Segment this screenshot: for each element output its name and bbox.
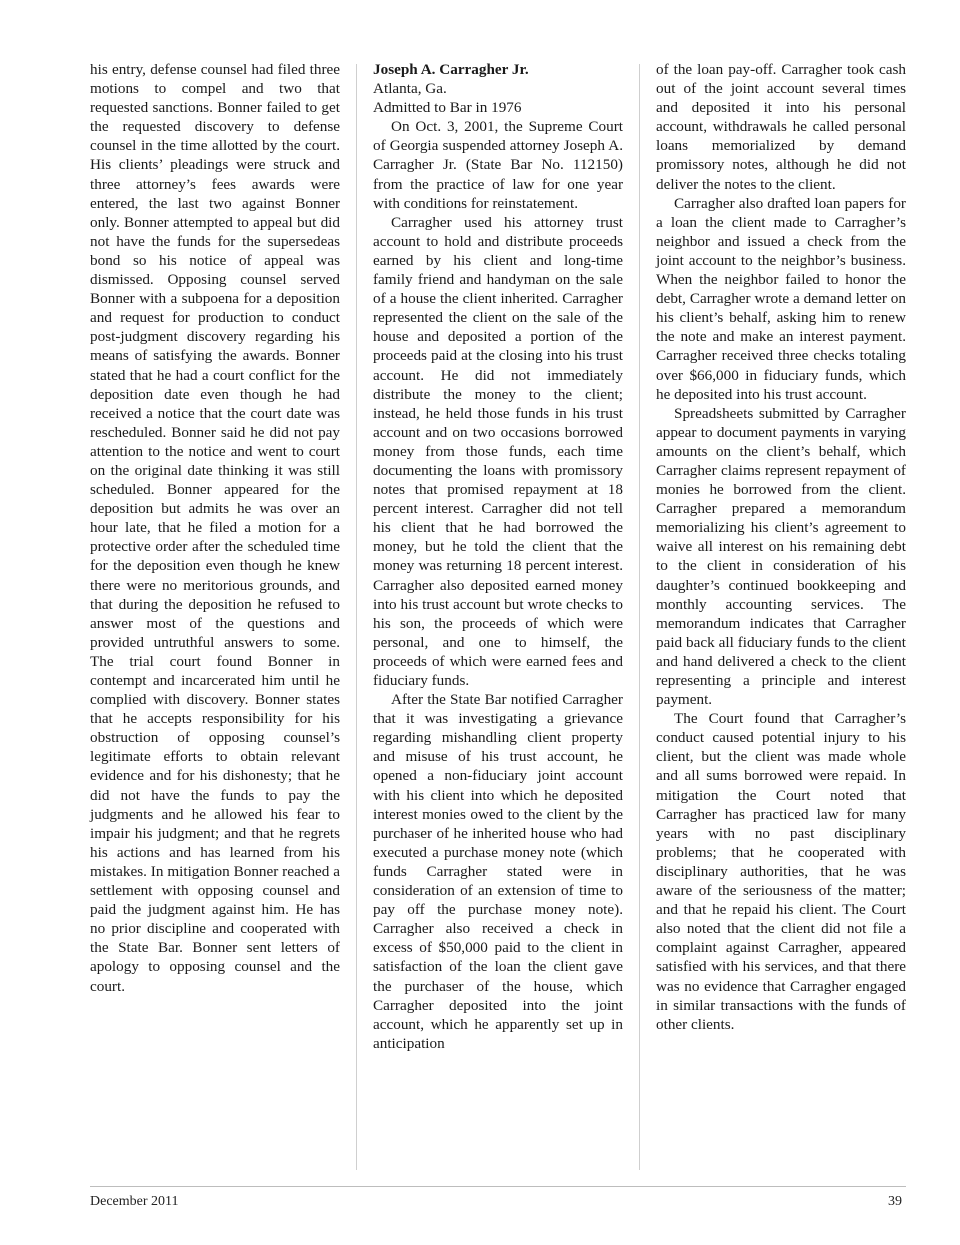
- paragraph: of the loan pay-off. Carragher took cash out of the joint account several times and deposited it into his personal account, withdrawals he called personal loans memorialized by demand promissory notes, although he did not deliver the notes to the client.: [656, 61, 906, 193]
- paragraph: On Oct. 3, 2001, the Supreme Court of Georgia suspended attorney Joseph A. Carragher Jr. (State Bar No. 112150) from the practice of law for one year with conditions for reinstatement.: [373, 118, 623, 212]
- attorney-location: Atlanta, Ga.: [373, 80, 447, 98]
- text-column-3: [656, 60, 906, 1034]
- paragraph: his entry, defense counsel had filed three motions to compel and two that requested sanctions. Bonner failed to get the requested discovery to defense counsel in the time allotted by the court. His clients’ pleadings were struck and three attorney’s fees awards were entered, the last two against Bonner only. Bonner attempted to appeal but did not have the funds for the supersedeas bond so his notice of appeal was dismissed. Opposing counsel served Bonner with a subpoena for a deposition and request for production to conduct post-judgment discovery regarding his means of satisfying the awards. Bonner stated that he had a court conflict for the deposition date even though he had received a notice that the court date was rescheduled. Bonner said he did not pay attention to the notice and went to court on the original date thinking it was still scheduled. Bonner appeared for the deposition but admits he was over an hour late, that he filed a motion for a protective order after the scheduled time for the deposition even though he knew there were no meritorious grounds, and that during the deposition he refused to answer most of the questions and provided untruthful answers to some. The trial court found Bonner in contempt and incarcerated him until he complied with discovery. Bonner states that he accepts responsibility for his obstruction of opposing counsel’s legitimate efforts to obtain relevant evidence and for his dishonesty; that he did not have the funds to pay the judgments and he allowed his fear to impair his judgment; and that he regrets his actions and has learned from his mistakes. In mitigation Bonner reached a settlement with opposing counsel and paid the judgment against him. He has no prior discipline and cooperated with the State Bar. Bonner sent letters of apology to opposing counsel and the court.: [90, 61, 340, 995]
- footer-rule: [90, 1186, 906, 1187]
- attorney-name-heading: Joseph A. Carragher Jr.: [373, 61, 529, 78]
- paragraph: After the State Bar notified Carragher that it was investigating a grievance regarding mishandling client property and misuse of his trust account, he opened a non-fiduciary joint account with his client into which he deposited interest monies owed to the client by the purchaser of he inherited house who had executed a purchase money note (which funds Carragher stated were in consideration of an extension of time to pay off the purchase money note). Carragher also received a check in excess of $50,000 paid to the client in satisfaction of the loan the client gave the purchaser of the house, which Carragher deposited into the joint account, which he apparently set up in anticipation: [373, 691, 623, 1052]
- text-column-2: [373, 60, 623, 1053]
- bar-admission: Admitted to Bar in 1976: [373, 99, 522, 117]
- paragraph: The Court found that Carragher’s conduct caused potential injury to his client, but the client was made whole and all sums borrowed were repaid. In mitigation the Court noted that Carragher has practiced law for many years with no past disciplinary problems; that he cooperated with disciplinary authorities, that he was aware of the seriousness of the matter; and that he repaid his client. The Court also noted that the client did not file a complaint against Carragher, appeared satisfied with his services, and that there was no evidence that Carragher engaged in similar transactions with the funds of other clients.: [656, 710, 906, 1033]
- text-column-1: [90, 60, 340, 996]
- column-divider: [356, 64, 357, 1170]
- footer-date: December 2011: [90, 1194, 179, 1209]
- paragraph: Carragher used his attorney trust account to hold and distribute proceeds earned by his client and long-time family friend and handyman on the sale of a house the client inherited. Carragher represented the client on the sale of the house and deposited a portion of the proceeds paid at the closing into his trust account. He did not immediately distribute the money to the client; instead, he held those funds in his trust account and on two occasions borrowed money from those funds, each time documenting the loans with promissory notes that promised repayment at 18 percent interest. Carragher did not tell his client that he had borrowed the money, but he told the client that the money was returning 18 percent interest. Carragher also deposited earned money into his trust account but wrote checks to his son, the proceeds of which were personal, and one to himself, the proceeds of which were earned fees and fiduciary funds.: [373, 213, 623, 689]
- paragraph: Carragher also drafted loan papers for a loan the client made to Carragher’s neighbor and issued a check from the joint account to the neighbor’s business. When the neighbor failed to honor the debt, Carragher wrote a demand letter on his client’s behalf, asking him to renew the note and make an interest payment. Carragher received three checks totaling over $66,000 in fiduciary funds, which he deposited into his trust account.: [656, 194, 906, 403]
- page-number: 39: [888, 1194, 902, 1209]
- paragraph: Spreadsheets submitted by Carragher appear to document payments in varying amounts on the client’s behalf, which Carragher claims represent repayment of monies he borrowed from the client. Carragher prepared a memorandum memorializing his client’s agreement to waive all interest on his remaining debt to the client in consideration of his daughter’s continued bookkeeping and monthly accounting services. The memorandum indicates that Carragher paid back all fiduciary funds to the client and hand delivered a check to the client representing a principle and interest payment.: [656, 404, 906, 709]
- column-divider: [639, 64, 640, 1170]
